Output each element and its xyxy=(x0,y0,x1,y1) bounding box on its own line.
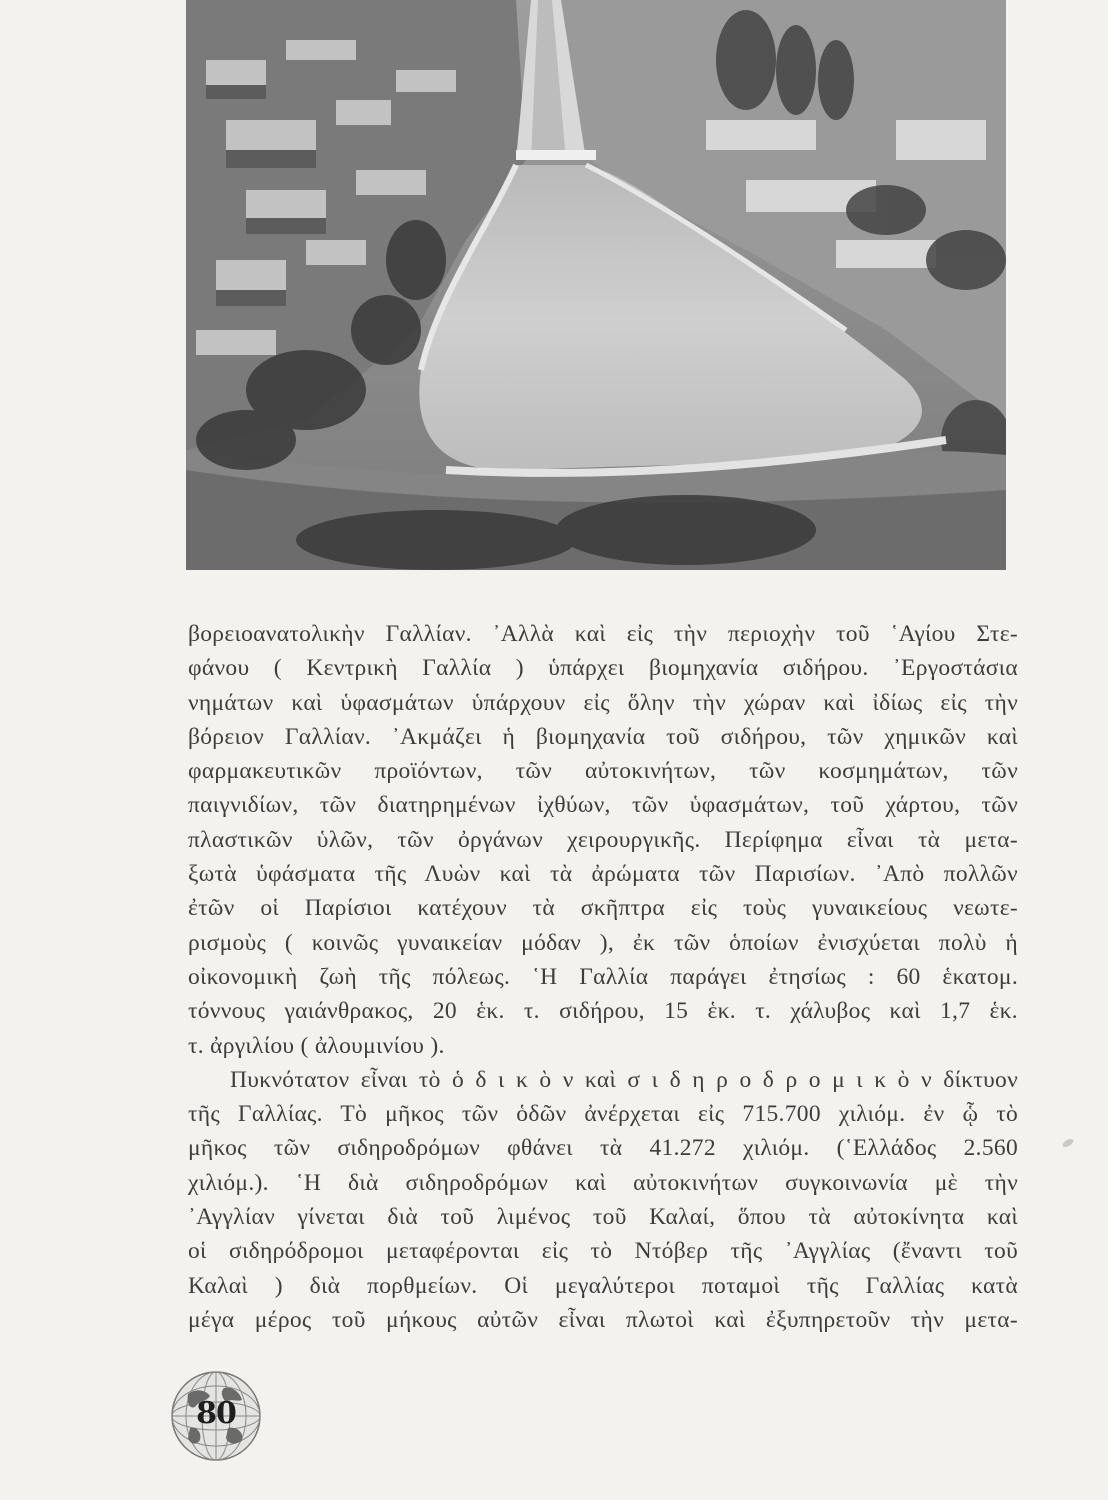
text-line: παιγνιδίων, τῶν διατηρημένων ἰχθύων, τῶν ὑφασμάτων, τοῦ χάρτου, τῶν xyxy=(188,792,1018,819)
text-line: μῆκος τῶν σιδηροδρόμων φθάνει τὰ 41.272 χιλιόμ. (῾Ελλάδος 2.560 xyxy=(188,1135,1018,1162)
text-line: οἰκονομικὴ ζωὴ τῆς πόλεως. ῾Η Γαλλία παράγει ἐτησίως : 60 ἑκατομ. xyxy=(188,963,1018,990)
text-line: Καλαὶ ) διὰ πορθμείων. Οἱ μεγαλύτεροι ποταμοὶ τῆς Γαλλίας κατὰ xyxy=(188,1272,1018,1299)
text-line: χιλιόμ.). ῾Η διὰ σιδηροδρόμων καὶ αὐτοκινήτων συγκοινωνία μὲ τὴν xyxy=(188,1169,1018,1196)
text-line: οἱ σιδηρόδρομοι μεταφέρονται εἰς τὸ Ντόβερ τῆς ᾿Αγγλίας (ἔναντι τοῦ xyxy=(188,1238,1018,1265)
canal-photo-drawing xyxy=(186,0,1006,570)
canal-photograph xyxy=(186,0,1006,570)
text-line: πλαστικῶν ὑλῶν, τῶν ὀργάνων χειρουργικῆς. Περίφημα εἶναι τὰ μετα- xyxy=(188,826,1018,853)
text-line: βόρειον Γαλλίαν. ᾿Ακμάζει ἡ βιομηχανία τοῦ σιδήρου, τῶν χημικῶν καὶ xyxy=(188,723,1018,750)
text-line: τόννους γαιάνθρακος, 20 ἑκ. τ. σιδήρου, 15 ἑκ. τ. χάλυβος καὶ 1,7 ἑκ. xyxy=(188,998,1018,1025)
text-line: φάνου ( Κεντρικὴ Γαλλία ) ὑπάρχει βιομηχανία σιδήρου. ᾿Εργοστάσια xyxy=(188,655,1018,682)
text-line: βορειοανατολικὴν Γαλλίαν. ᾿Αλλὰ καὶ εἰς τὴν περιοχὴν τοῦ ῾Αγίου Στε- xyxy=(188,621,1018,647)
text-line: νημάτων καὶ ὑφασμάτων ὑπάρχουν εἰς ὅλην τὴν χώραν καὶ ἰδίως εἰς τὴν xyxy=(188,689,1018,716)
text-line: τῆς Γαλλίας. Τὸ μῆκος τῶν ὁδῶν ἀνέρχεται εἰς 715.700 χιλιόμ. ἐν ᾧ τὸ xyxy=(188,1101,1018,1128)
text-line: Πυκνότατον εἶναι τὸ ὁ δ ι κ ὸ ν καὶ σ ι δ η ρ ο δ ρ ο μ ι κ ὸ ν δίκτυον xyxy=(230,1066,1018,1093)
text-line: ξωτὰ ὑφάσματα τῆς Λυὼν καὶ τὰ ἀρώματα τῶν Παρισίων. ᾿Απὸ πολλῶν xyxy=(188,861,1018,888)
text-line: φαρμακευτικῶν προϊόντων, τῶν αὐτοκινήτων, τῶν κοσμημάτων, τῶν xyxy=(188,758,1018,785)
body-text xyxy=(188,617,1018,1337)
text-line: τ. ἀργιλίου ( ἀλουμινίου ). xyxy=(188,1032,445,1059)
page-number: 80 xyxy=(196,1396,236,1431)
text-line: ρισμοὺς ( κοινῶς γυναικείαν μόδαν ), ἐκ τῶν ὁποίων ἐνισχύεται πολὺ ἡ xyxy=(188,929,1018,956)
text-line: ᾿Αγγλίαν γίνεται διὰ τοῦ λιμένος τοῦ Καλαί, ὅπου τὰ αὐτοκίνητα καὶ xyxy=(188,1204,1018,1231)
text-line: ἐτῶν οἱ Παρίσιοι κατέχουν τὰ σκῆπτρα εἰς τοὺς γυναικείους νεωτε- xyxy=(188,895,1018,922)
text-line: μέγα μέρος τοῦ μήκους αὐτῶν εἶναι πλωτοὶ καὶ ἐξυπηρετοῦν τὴν μετα- xyxy=(188,1306,1018,1333)
ink-smudge xyxy=(1061,1137,1074,1148)
page-number-badge xyxy=(166,1366,266,1466)
